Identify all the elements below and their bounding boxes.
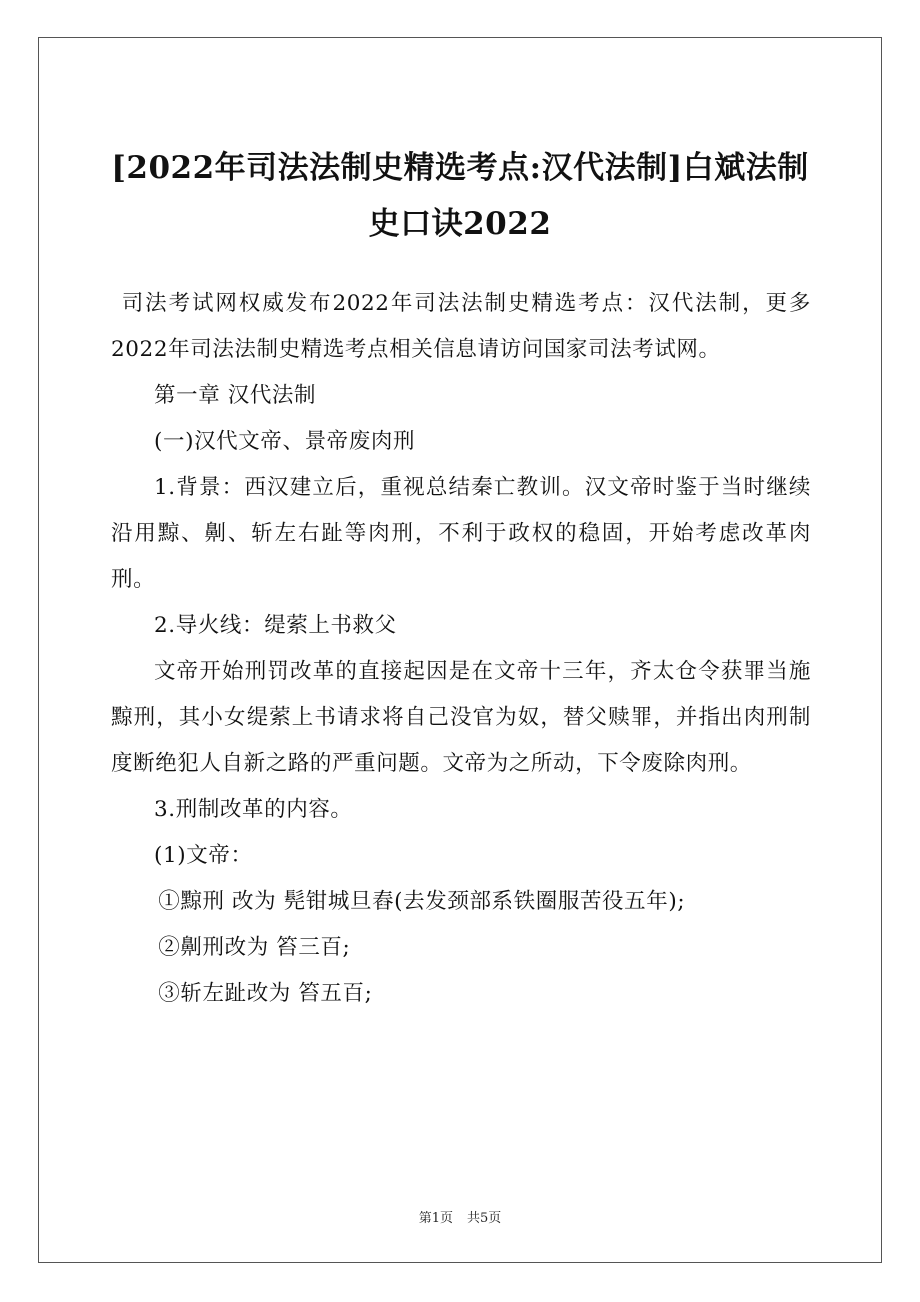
emperor-wen-heading: (1)文帝： [154,843,253,868]
page-number: 第1页 [418,1211,453,1226]
trigger-heading: 2.导火线：缇萦上书救父 [154,613,397,638]
background-paragraph: 1.背景：西汉建立后，重视总结秦亡教训。汉文帝时鉴于当时继续沿用黥、劓、斩左右趾等肉刑，不利于政权的稳固，开始考虑改革肉刑。 [111,475,811,592]
trigger-paragraph: 文帝开始刑罚改革的直接起因是在文帝十三年，齐太仓令获罪当施黥刑，其小女缇萦上书请求将自己没官为奴，替父赎罪，并指出肉刑制度断绝犯人自新之路的严重问题。文帝为之所动，下令废除肉刑。 [111,659,811,776]
reform-heading: 3.刑制改革的内容。 [154,797,353,822]
page-footer [38,1207,882,1226]
document-body [111,281,811,1017]
section-heading: (一)汉代文帝、景帝废肉刑 [154,429,416,454]
document-title: [2022年司法法制史精选考点:汉代法制]白斌法制史口诀2022 [111,150,809,242]
reform-item-1: ①黥刑 改为 髡钳城旦舂(去发颈部系铁圈服苦役五年); [158,889,686,914]
intro-paragraph: 司法考试网权威发布2022年司法法制史精选考点：汉代法制，更多2022年司法法制史精选考点相关信息请访问国家司法考试网。 [111,291,811,362]
chapter-heading: 第一章 汉代法制 [154,383,317,408]
reform-item-3: ③斩左趾改为 笞五百; [158,981,373,1006]
page-total: 共5页 [467,1211,502,1226]
reform-item-2: ②劓刑改为 笞三百; [158,935,351,960]
